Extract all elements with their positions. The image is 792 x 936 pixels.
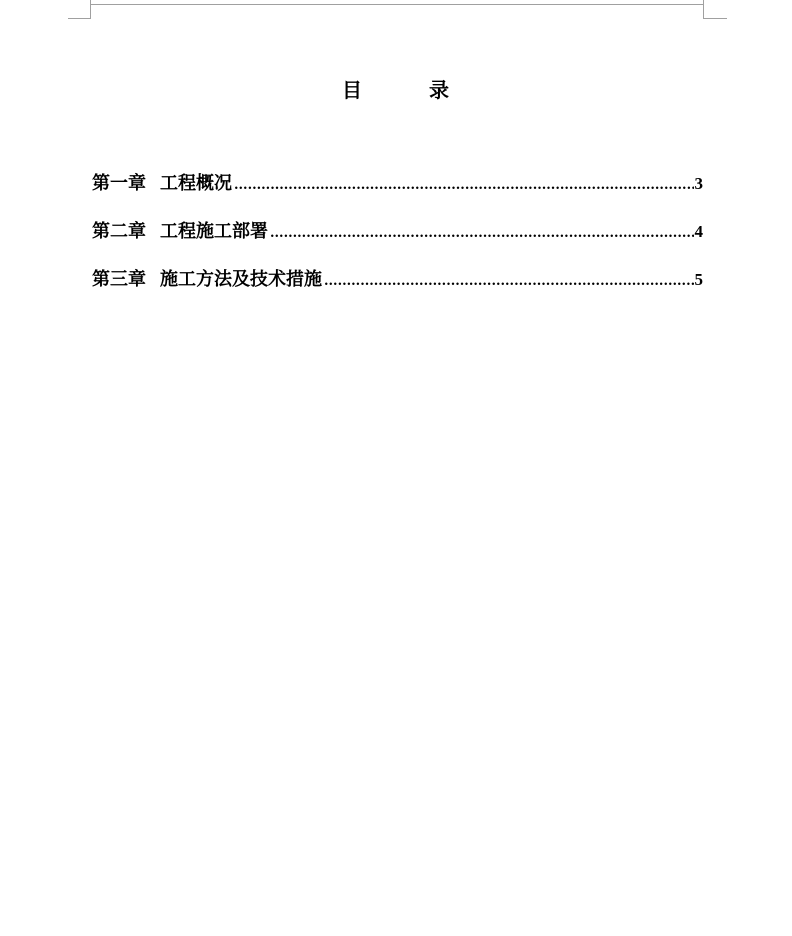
toc-entry-chapter-number: 第一章: [92, 173, 146, 194]
toc-list: [92, 172, 703, 316]
toc-dot-leader: [324, 270, 694, 294]
toc-entry-page-number: 3: [694, 174, 703, 193]
toc-entry-chapter-number: 第二章: [92, 221, 146, 242]
toc-entry-title: 施工方法及技术措施: [160, 269, 322, 290]
toc-entry-title: 工程施工部署: [160, 221, 268, 242]
toc-entry-title: 工程概况: [160, 173, 232, 194]
toc-entry-chapter-1[interactable]: [92, 172, 703, 196]
toc-dot-leader: [270, 222, 694, 246]
crop-mark-top-left-vertical: [90, 0, 91, 19]
toc-dot-leader: [234, 174, 694, 198]
crop-mark-top-right-horizontal: [703, 18, 727, 19]
toc-entry-chapter-2[interactable]: [92, 220, 703, 244]
toc-entry-page-number: 5: [694, 270, 703, 289]
toc-entry-page-number: 4: [694, 222, 703, 241]
page-top-border: [90, 4, 704, 5]
toc-title: [0, 74, 792, 103]
toc-title-char-2: 录: [429, 78, 450, 102]
toc-entry-chapter-number: 第三章: [92, 269, 146, 290]
toc-title-char-1: 目: [342, 78, 363, 102]
toc-entry-chapter-3[interactable]: [92, 268, 703, 292]
crop-mark-top-right-vertical: [703, 0, 704, 19]
crop-mark-top-left-horizontal: [68, 18, 90, 19]
